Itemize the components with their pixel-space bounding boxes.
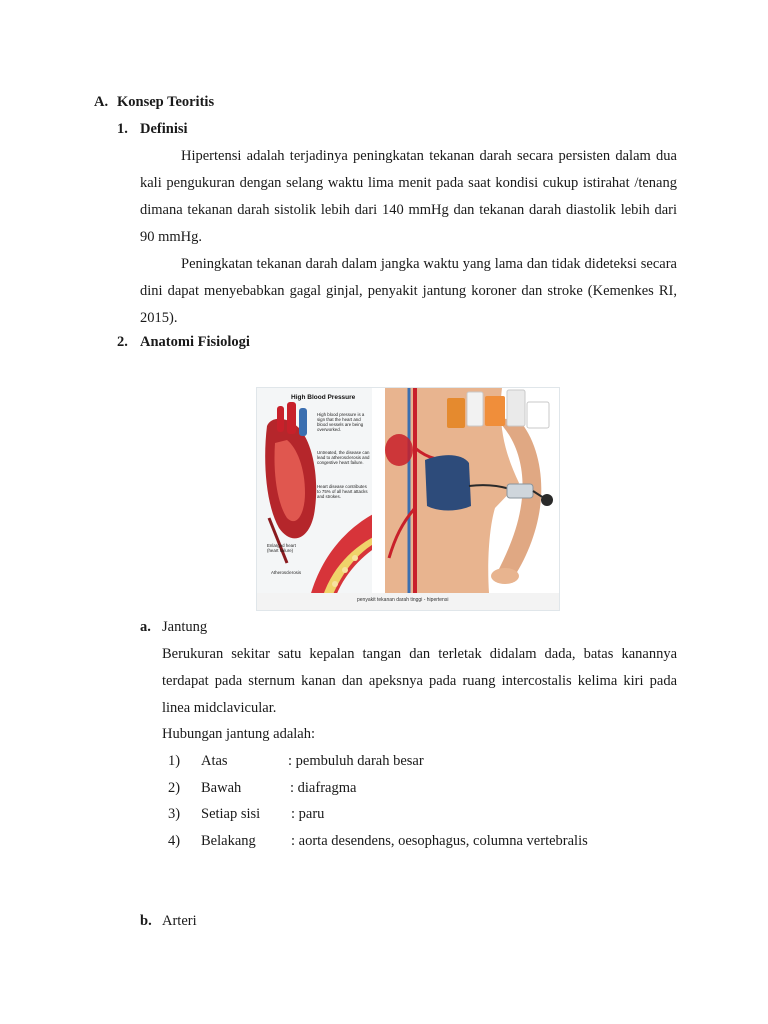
- definition-paragraph-1: [140, 143, 677, 251]
- item-title-jantung: Jantung: [162, 619, 208, 635]
- jantung-text: Berukuran sekitar satu kepalan tangan dan terletak didalam dada, batas kanannya terdapat pada sternum kanan dan apeksnya pada ruang intercostalis kelima kiri pada linea midclavicular.: [162, 646, 677, 716]
- section-title-konsep-teoritis: Konsep Teoritis: [117, 94, 215, 110]
- figure-heading: High Blood Pressure: [291, 394, 356, 401]
- subsection-marker-2: 2.: [117, 334, 128, 350]
- relation-label: Setiap sisi: [201, 806, 261, 822]
- figure-note-3: Heart disease contributes to 75% of all heart attacks and strokes.: [317, 484, 368, 499]
- item-marker-b: b.: [140, 913, 152, 929]
- relation-number: 4): [168, 833, 181, 849]
- item-title-arteri: Arteri: [162, 913, 197, 929]
- item-marker-a: a.: [140, 619, 151, 635]
- figure-caption: penyakit tekanan darah tinggi - hipertensi: [357, 597, 449, 603]
- subsection-marker-1: 1.: [117, 121, 128, 137]
- figure-label-atherosclerosis: Atherosclerosis: [271, 570, 302, 575]
- relations-intro: Hubungan jantung adalah:: [162, 726, 316, 742]
- relation-number: 2): [168, 780, 181, 796]
- relation-value: : diafragma: [290, 780, 357, 796]
- relation-number: 1): [168, 753, 181, 769]
- hypertension-illustration: [256, 387, 560, 611]
- definition-text-1: Hipertensi adalah terjadinya peningkatan tekanan darah secara persisten dalam dua kali pengukuran dengan selang waktu lima menit pada saat kondisi cukup istirahat /tenang dimana tekanan darah sistolik lebih dari 140 mmHg dan tekanan darah diastolik lebih dari 90 mmHg.: [140, 148, 677, 245]
- relation-label: Bawah: [201, 780, 242, 796]
- relation-label: Atas: [201, 753, 228, 769]
- definition-paragraph-2: [140, 251, 677, 332]
- figure-note-1: High blood pressure is a sign that the heart and blood vessels are being overworked.: [317, 412, 365, 432]
- section-marker-a: A.: [94, 94, 109, 110]
- figure-note-2: Untreated, the disease can lead to atherosclerosis and congestive heart failure.: [317, 450, 370, 465]
- relation-label: Belakang: [201, 833, 256, 849]
- jantung-paragraph: [162, 641, 677, 722]
- relation-value: : pembuluh darah besar: [288, 753, 424, 769]
- relation-number: 3): [168, 806, 181, 822]
- subsection-title-anatomi-fisiologi: Anatomi Fisiologi: [140, 334, 250, 350]
- relation-value: : paru: [291, 806, 325, 822]
- figure-label-heart: Enlarged heart (heart failure): [267, 543, 296, 553]
- relation-value: : aorta desendens, oesophagus, columna vertebralis: [291, 833, 588, 849]
- subsection-title-definisi: Definisi: [140, 121, 188, 137]
- definition-text-2: Peningkatan tekanan darah dalam jangka waktu yang lama dan tidak dideteksi secara dini dapat menyebabkan gagal ginjal, penyakit jantung koroner dan stroke (Kemenkes RI, 2015).: [140, 256, 677, 326]
